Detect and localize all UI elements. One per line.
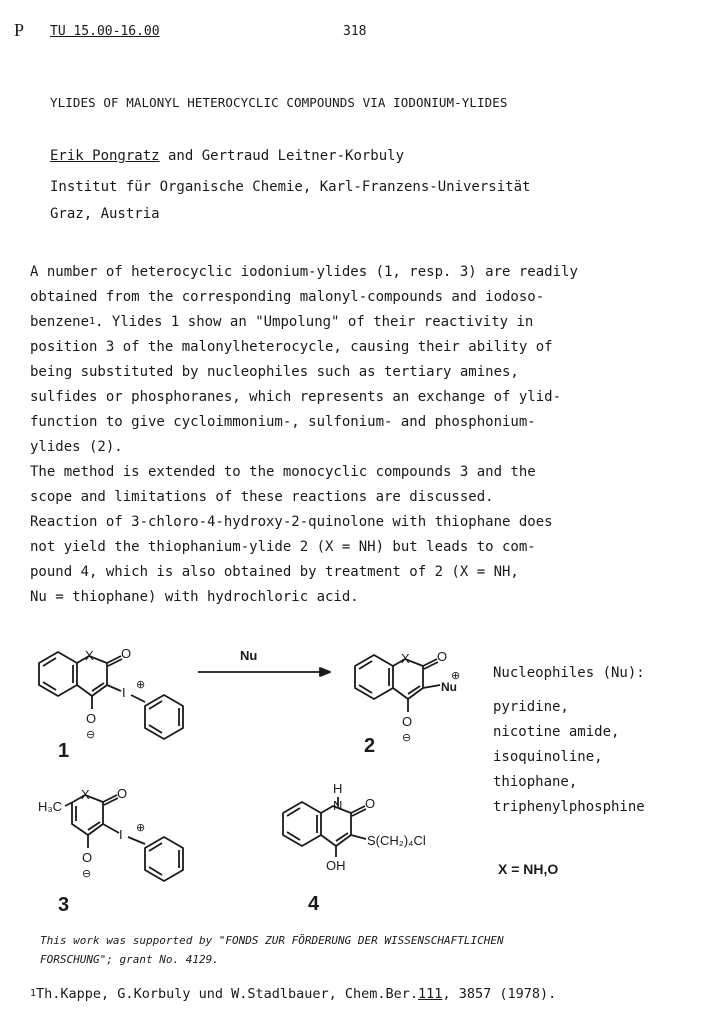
arrow-label: Nu xyxy=(240,648,258,663)
page-number: 318 xyxy=(343,24,367,39)
reference xyxy=(30,986,556,1002)
atom-label: I xyxy=(119,827,123,842)
atom-label: O xyxy=(365,796,376,811)
page-marker: P xyxy=(14,20,25,40)
abstract-line: pound 4, which is also obtained by treatment of 2 (X = NH, xyxy=(30,564,519,580)
institution-line-2: Graz, Austria xyxy=(50,206,160,222)
abstract-line xyxy=(30,314,533,330)
abstract-line: function to give cycloimmonium-, sulfonium- and phosphonium- xyxy=(30,414,536,430)
co-author: and Gertraud Leitner-Korbuly xyxy=(159,148,405,164)
charge-label: ⊖ xyxy=(402,732,412,744)
abstract-line: not yield the thiophanium-ylide 2 (X = NH) but leads to com- xyxy=(30,539,536,555)
nucleophile-item: nicotine amide, xyxy=(493,724,620,740)
atom-label: X xyxy=(85,648,94,663)
abstract-line: ylides (2). xyxy=(30,439,123,455)
presenting-author: Erik Pongratz xyxy=(50,148,160,164)
atom-label: O xyxy=(402,714,413,729)
abstract-line: position 3 of the malonylheterocycle, causing their ability of xyxy=(30,339,553,355)
reference-number: 1 xyxy=(30,988,37,999)
charge-label: ⊕ xyxy=(451,670,461,682)
session-time: TU 15.00-16.00 xyxy=(50,24,160,39)
atom-label: O xyxy=(437,649,448,664)
compound-4-structure xyxy=(283,797,366,857)
atom-label: O xyxy=(82,850,93,865)
nucleophile-item: triphenylphosphine xyxy=(493,799,645,815)
atom-label: X xyxy=(401,651,410,666)
abstract-text: . Ylides 1 show an "Umpolung" of their reactivity in xyxy=(95,314,534,330)
abstract-line: sulfides or phosphoranes, which represents an exchange of ylid- xyxy=(30,389,562,405)
atom-label: S(CH₂)₄Cl xyxy=(367,833,426,848)
atom-label: O xyxy=(121,646,132,661)
nucleophile-item: isoquinoline, xyxy=(493,749,603,765)
atom-label: I xyxy=(122,685,126,700)
atom-label: Nu xyxy=(441,680,457,694)
compound-1-structure xyxy=(39,652,183,739)
atom-label: H xyxy=(333,781,343,796)
reference-marker: 1 xyxy=(89,316,96,327)
compound-number: 3 xyxy=(58,894,70,916)
charge-label: ⊕ xyxy=(136,679,146,691)
atom-label: N xyxy=(333,798,343,813)
authors xyxy=(50,148,404,164)
compound-number: 2 xyxy=(364,735,376,757)
nucleophile-item: pyridine, xyxy=(493,699,569,715)
charge-label: ⊖ xyxy=(86,729,96,741)
paper-title: YLIDES OF MALONYL HETEROCYCLIC COMPOUNDS VIA IODONIUM-YLIDES xyxy=(50,95,508,110)
abstract-line: Reaction of 3-chloro-4-hydroxy-2-quinolone with thiophane does xyxy=(30,514,553,530)
atom-label: X xyxy=(81,787,90,802)
compound-number: 1 xyxy=(58,740,70,762)
atom-label: OH xyxy=(326,858,346,873)
compound-2-structure xyxy=(355,655,440,712)
x-definition: X = NH,O xyxy=(498,861,559,877)
charge-label: ⊕ xyxy=(136,822,146,834)
abstract-line: scope and limitations of these reactions are discussed. xyxy=(30,489,494,505)
abstract-text: benzene xyxy=(30,314,90,330)
institution-line-1: Institut für Organische Chemie, Karl-Franzens-Universität xyxy=(50,179,531,195)
atom-label: H₃C xyxy=(38,799,63,814)
atom-label: O xyxy=(86,711,97,726)
nucleophile-item: thiophane, xyxy=(493,774,578,790)
abstract-line: obtained from the corresponding malonyl-compounds and iodoso- xyxy=(30,289,545,305)
atom-label: O xyxy=(117,786,128,801)
reference-pages: , 3857 (1978). xyxy=(442,986,557,1002)
reference-volume: 111 xyxy=(418,986,443,1002)
funding-note-line-1: This work was supported by "FONDS ZUR FÖRDERUNG DER WISSENSCHAFTLICHEN xyxy=(40,934,504,947)
abstract-line: The method is extended to the monocyclic compounds 3 and the xyxy=(30,464,536,480)
reference-authors: Th.Kappe, G.Korbuly und W.Stadlbauer, Chem.Ber. xyxy=(36,986,419,1002)
compound-number: 4 xyxy=(308,893,320,915)
funding-note-line-2: FORSCHUNG"; grant No. 4129. xyxy=(40,953,219,966)
abstract-line: A number of heterocyclic iodonium-ylides (1, resp. 3) are readily xyxy=(30,264,578,280)
charge-label: ⊖ xyxy=(82,868,92,880)
abstract-line: Nu = thiophane) with hydrochloric acid. xyxy=(30,589,359,605)
abstract-line: being substituted by nucleophiles such as tertiary amines, xyxy=(30,364,519,380)
nucleophiles-heading: Nucleophiles (Nu): xyxy=(493,665,645,681)
